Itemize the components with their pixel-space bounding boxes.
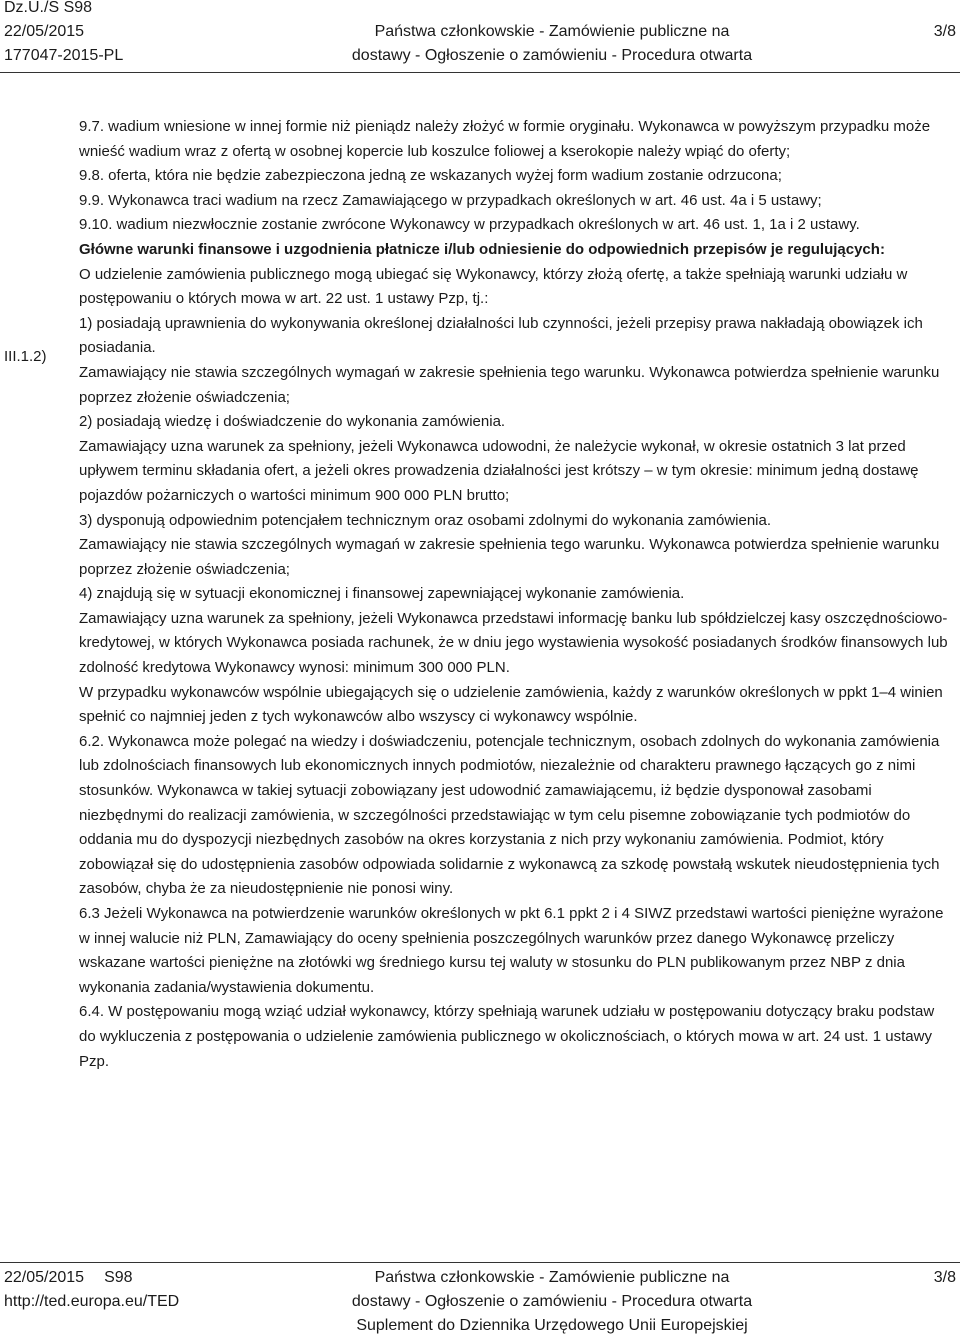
body-line: 4) znajdują się w sytuacji ekonomicznej i finansowej zapewniającej wykonanie zamówienia. (79, 585, 685, 603)
body-line: 2) posiadają wiedzę i doświadczenie do wykonania zamówienia. (79, 413, 506, 431)
body-line: 6.2. Wykonawca może polegać na wiedzy i doświadczeniu, potencjale technicznym, osobach zdolnych do wykonania zamówienia lub zdolnościach finansowych lub ekonomicznych innych podmiotów, niezależnie od charakteru prawnego łączących go z nimi stosunków. Wykonawca w takiej sytuacji zobowiązany jest udowodnić zamawiającemu, iż będzie dysponował zasobami niezbędnymi do realizacji zamówienia, w szczególności przedstawiając w tym celu pisemne zobowiązanie tych podmiotów do oddania mu do dyspozycji niezbędnych zasobów na okres korzystania z nich przy wykonaniu zamówienia. Podmiot, który zobowiązał się do udostępnienia zasobów odpowiada solidarnie z wykonawcą za szkodę powstałą wskutek nieudostępnienia tych zasobów, chyba że za nieudostępnienie nie ponosi winy. (79, 732, 940, 898)
intro-line: 9.9. Wykonawca traci wadium na rzecz Zamawiającego w przypadkach określonych w art. 46 ust. 4a i 5 ustawy; (79, 191, 822, 209)
intro-line: 9.7. wadium wniesione w innej formie niż pieniądz należy złożyć w formie oryginału. Wykonawca w powyższym przypadku może wnieść wadium wraz z ofertą w osobnej kopercie lub koszulce foliowej a kserokopie należy wpiąć do oferty; (79, 118, 931, 160)
footer-page-number: 3/8 (933, 1269, 956, 1286)
body-line: 3) dysponują odpowiednim potencjałem technicznym oraz osobami zdolnymi do wykonania zamówienia. (79, 511, 772, 529)
header-title (302, 20, 802, 68)
header-date: 22/05/2015 (4, 23, 85, 40)
intro-line: 9.10. wadium niezwłocznie zostanie zwrócone Wykonawcy w przypadkach określonych w art. 46 ust. 1, 1a i 2 ustawy. (79, 216, 860, 234)
body-line: Zamawiający uzna warunek za spełniony, jeżeli Wykonawca przedstawi informację banku lub spółdzielczej kasy oszczędnościowo-kredytowej, w których Wykonawca posiada rachunek, że w dniu jego wystawienia wysokość posiadanych środków finansowych lub zdolność kredytowa Wykonawcy wynosi: minimum 300 000 PLN. (79, 609, 948, 677)
body-line: 1) posiadają uprawnienia do wykonywania określonej działalności lub czynności, jeżeli przepisy prawa nakładają obowiązek ich posiadania. (79, 314, 923, 357)
header-page-number: 3/8 (933, 23, 956, 40)
body-line: Zamawiający nie stawia szczególnych wymagań w zakresie spełnienia tego warunku. Wykonawca potwierdza spełnienie warunku poprzez złożenie oświadczenia; (79, 536, 940, 578)
document-body (79, 115, 951, 1074)
body-line: 6.4. W postępowaniu mogą wziąć udział wykonawcy, którzy spełniają warunek udziału w postępowaniu dotyczący braku podstaw do wykluczenia z postępowania o udzielenie zamówienia publicznego w okolicznościach, o których mowa w art. 24 ust. 1 ustawy Pzp. (79, 1003, 935, 1070)
section-heading: Główne warunki finansowe i uzgodnienia płatnicze i/lub odniesienie do odpowiednich przepisów je regulujących: (79, 240, 885, 258)
footer-url[interactable]: http://ted.europa.eu/TED (4, 1293, 180, 1310)
intro-line: 9.8. oferta, która nie będzie zabezpieczona jedną ze wskazanych wyżej form wadium zostanie odrzucona; (79, 167, 782, 185)
header-journal: Dz.U./S S98 (4, 0, 93, 16)
section-label: III.1.2) (4, 348, 47, 365)
header-divider (0, 72, 960, 73)
footer-left (4, 1266, 179, 1314)
body-line: 6.3 Jeżeli Wykonawca na potwierdzenie warunków określonych w pkt 6.1 ppkt 2 i 4 SIWZ przedstawi wartości pieniężne wyrażone w innej walucie niż PLN, Zamawiający do oceny spełnienia poszczególnych warunków przez danego Wykonawcę przeliczy wskazane wartości pieniężne na złotówki wg średniego kursu tej waluty w stosunku do PLN publikowanym przez NBP z dnia wykonania zadania/wystawienia dokumentu. (79, 905, 944, 996)
footer-title-line3: Suplement do Dziennika Urzędowego Unii Europejskiej (356, 1317, 748, 1334)
header-title-line2: dostawy - Ogłoszenie o zamówieniu - Procedura otwarta (351, 47, 753, 64)
footer-title-line2: dostawy - Ogłoszenie o zamówieniu - Procedura otwarta (351, 1293, 753, 1310)
body-line: W przypadku wykonawców wspólnie ubiegających się o udzielenie zamówienia, każdy z warunków określonych w ppkt 1–4 winien spełnić co najmniej jeden z tych wykonawców albo wszyscy ci wykonawcy wspólnie. (79, 683, 943, 726)
header-left (4, 0, 123, 68)
page-header (0, 0, 960, 72)
footer-journal: S98 (104, 1269, 133, 1286)
header-title-line1: Państwa członkowskie - Zamówienie publiczne na (374, 23, 730, 40)
footer-title (302, 1266, 802, 1338)
footer-date: 22/05/2015 (4, 1269, 85, 1286)
body-line: O udzielenie zamówienia publicznego mogą ubiegać się Wykonawcy, którzy złożą ofertę, a także spełniają warunki udziału w postępowaniu o których mowa w art. 22 ust. 1 ustawy Pzp, tj.: (79, 265, 908, 308)
header-ref: 177047-2015-PL (4, 47, 124, 64)
body-line: Zamawiający nie stawia szczególnych wymagań w zakresie spełnienia tego warunku. Wykonawca potwierdza spełnienie warunku poprzez złożenie oświadczenia; (79, 363, 940, 406)
page-footer (0, 1262, 960, 1334)
body-line: Zamawiający uzna warunek za spełniony, jeżeli Wykonawca udowodni, że należycie wykonał, w okresie ostatnich 3 lat przed upływem terminu składania ofert, a jeżeli okres prowadzenia działalności jest krótszy – w tym okresie: minimum jedną dostawę pojazdów pożarniczych o wartości minimum 900 000 PLN brutto; (79, 437, 919, 504)
footer-title-line1: Państwa członkowskie - Zamówienie publiczne na (374, 1269, 730, 1286)
